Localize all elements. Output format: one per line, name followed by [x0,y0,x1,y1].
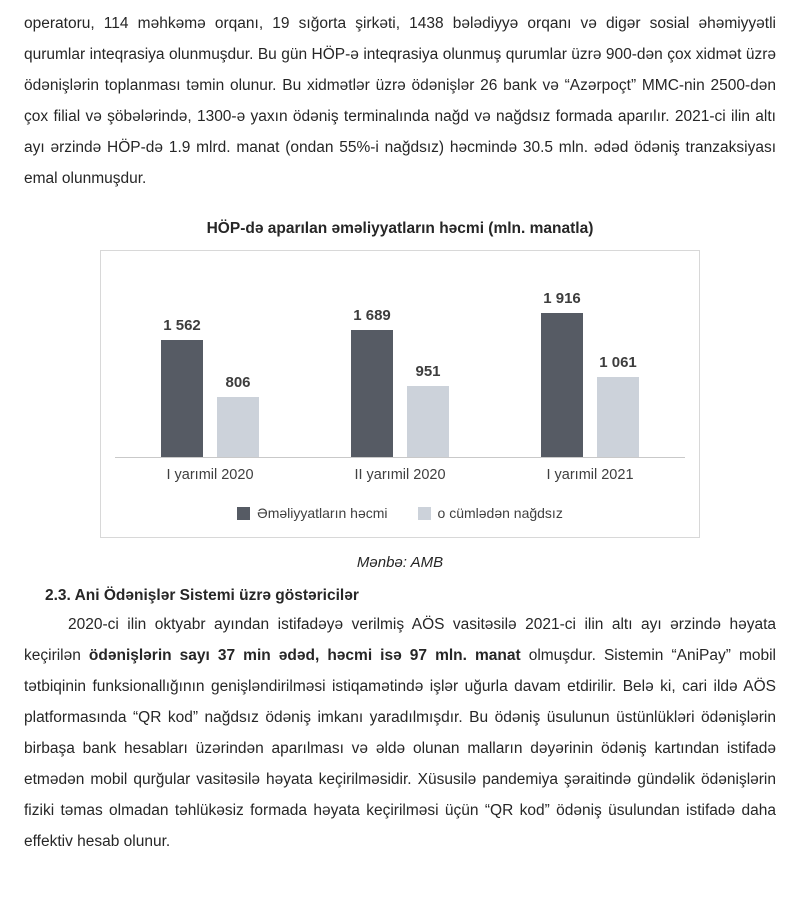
chart-legend [115,485,685,521]
bar-value-label: 951 [415,362,441,380]
bar-group [154,317,266,457]
legend-item [418,505,563,521]
legend-label: o cümlədən nağdsız [437,505,563,521]
category-label: II yarımil 2020 [354,467,446,483]
bar-group [534,290,646,457]
bar-series-2 [407,386,449,457]
bar-wrap [161,317,203,457]
bar-value-label: 1 689 [353,307,391,325]
legend-item [237,505,387,521]
bar-value-label: 1 562 [163,316,201,334]
bar-wrap [541,290,583,457]
source-note: Mənbə: AMB [356,554,444,571]
bar-value-label: 1 916 [543,290,581,308]
section-heading: 2.3. Ani Ödənişlər Sistemi üzrə göstəricilər [45,587,359,604]
category-label: I yarımil 2021 [546,467,634,483]
body-paragraph-1: operatoru, 114 məhkəmə orqanı, 19 sığorta şirkəti, 1438 bələdiyyə orqanı və digər sosial əhəmiyyətli qurumlar inteqrasiya olunmuşdur. Bu gün HÖP-ə inteqrasiya olunmuş qurumlar üzrə 900-dən çox xidmət üzrə ödənişlərin toplanması təmin olunur. Bu xidmətlər üzrə ödənişlər 26 bank və “Azərpoçt” MMC-nin 2500-dən çox filial və şöbələrində, 1300-ə yaxın ödəniş terminalında nağd və nağdsız formada aparılır. 2021-ci ilin altı ayı ərzində HÖP-də 1.9 mlrd. manat (ondan 55%-i nağdsız) həcmində 30.5 mln. ədəd ödəniş tranzaksiyası emal olunmuşdur. [24,15,776,187]
text-run: olmuşdur. Sistemin “AniPay” mobil tətbiqinin funksionallığının genişləndirilməsi istiqamətində işlər uğurla davam etdirilir. Belə ki, cari ildə AÖS platformasında “QR kod” nağdsız ödəniş imkanı yaradılmışdır. Bu ödəniş üsulunun üstünlükləri ödənişlərin birbaşa bank hesabları üzərindən aparılması və əldə olunan malların dəyərinin ödəniş kartından istifadə etmədən mobil qurğular vasitəsilə həyata keçirilməsidir. Xüsusilə pandemiya şəraitində gündəlik ödənişlərin fiziki təmas olmadan təhlükəsiz formada həyata keçirilməsi üçün “QR kod” ödəniş üsulundan istifadə daha effektiv hesab olunur. [24,647,776,850]
legend-swatch [418,507,431,520]
chart-category-axis [115,458,685,485]
bar-wrap [217,374,259,458]
bar-wrap [351,307,393,457]
bar-group [344,307,456,457]
bar-wrap [597,354,639,457]
bar-series-1 [161,340,203,457]
bar-value-label: 806 [225,373,251,391]
text-run-bold: ödənişlərin sayı 37 min ədəd, həcmi isə 97 mln. manat [88,647,521,664]
bar-series-2 [217,397,259,458]
bar-series-2 [597,377,639,457]
body-paragraph-2 [24,609,776,857]
chart-plot-area [115,271,685,458]
text-run: 2020-ci ilin oktyabr ayından istifadəyə verilmiş AÖS vasitəsilə 2021-ci ilin altı ayı ərzində həyata keçirilən [24,616,776,664]
bar-chart [100,250,700,538]
bar-series-1 [351,330,393,457]
chart-title: HÖP-də aparılan əməliyyatların həcmi (mln. manatla) [206,220,594,237]
legend-label: Əməliyyatların həcmi [257,505,388,521]
category-label: I yarımil 2020 [166,467,254,483]
legend-swatch [237,507,250,520]
bar-value-label: 1 061 [599,354,637,372]
bar-series-1 [541,313,583,457]
bar-wrap [407,363,449,457]
